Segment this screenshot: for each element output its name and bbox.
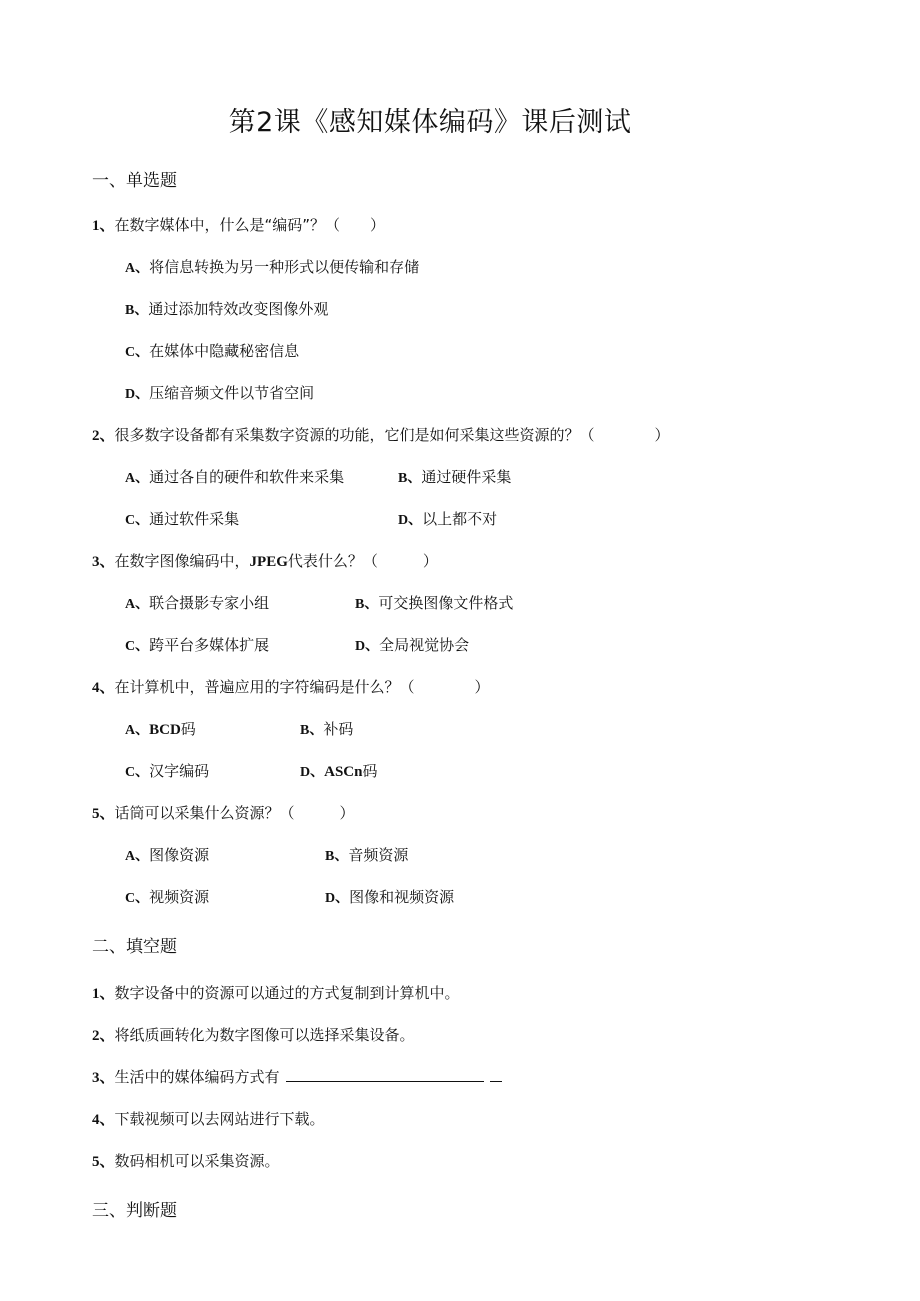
option-letter: D、 — [398, 513, 423, 528]
option-text: 图像和视频资源 — [349, 888, 455, 906]
fill-question-4 — [92, 1108, 325, 1129]
option-letter: B、 — [125, 303, 149, 318]
q2-option-b — [398, 466, 511, 487]
section-heading-fill-blank: 二、填空题 — [92, 937, 177, 957]
option-letter: D、 — [325, 891, 350, 906]
q5-option-a — [125, 844, 209, 865]
option-text: 视频资源 — [149, 888, 210, 906]
answer-blank-tail — [490, 1067, 502, 1082]
option-letter: B、 — [300, 723, 324, 738]
q4-option-b — [300, 718, 353, 739]
option-text: 补码 — [323, 720, 354, 738]
q1-option-d — [125, 382, 314, 403]
q1-option-a — [125, 256, 419, 277]
question-text: 话筒可以采集什么资源？（ ） — [114, 804, 355, 822]
question-text: 很多数字设备都有采集数字资源的功能，它们是如何采集这些资源的？（ ） — [114, 426, 670, 444]
q5-option-b — [325, 844, 408, 865]
q3-option-b — [355, 592, 513, 613]
q3-option-a — [125, 592, 269, 613]
question-text: 数字设备中的资源可以通过的方式复制到计算机中。 — [114, 984, 460, 1002]
question-text: 下载视频可以去网站进行下载。 — [114, 1110, 325, 1128]
option-letter: A、 — [125, 849, 150, 864]
option-text: 压缩音频文件以节省空间 — [149, 384, 315, 402]
option-text: 将信息转换为另一种形式以便传输和存储 — [149, 258, 420, 276]
question-number: 1、 — [92, 218, 115, 234]
question-number: 2、 — [92, 428, 115, 444]
option-text: 图像资源 — [149, 846, 210, 864]
question-number: 5、 — [92, 1154, 115, 1170]
option-text: 汉字编码 — [149, 762, 210, 780]
option-letter: A、 — [125, 471, 150, 486]
option-text: 音频资源 — [348, 846, 409, 864]
q1-option-c — [125, 340, 299, 361]
question-1 — [92, 214, 385, 235]
option-letter: B、 — [325, 849, 349, 864]
q2-option-a — [125, 466, 344, 487]
question-text: 将纸质画转化为数字图像可以选择采集设备。 — [114, 1026, 415, 1044]
option-text: 通过添加特效改变图像外观 — [148, 300, 329, 318]
question-text-latin: JPEG — [249, 554, 288, 570]
section-heading-true-false: 三、判断题 — [92, 1201, 177, 1221]
option-letter: A、 — [125, 261, 150, 276]
option-text: 通过硬件采集 — [421, 468, 512, 486]
question-number: 4、 — [92, 1112, 115, 1128]
question-number: 3、 — [92, 554, 115, 570]
option-letter: C、 — [125, 891, 150, 906]
fill-question-1 — [92, 982, 460, 1003]
option-letter: D、 — [300, 765, 325, 780]
option-text: 跨平台多媒体扩展 — [149, 636, 270, 654]
question-number: 2、 — [92, 1028, 115, 1044]
option-letter: A、 — [125, 597, 150, 612]
option-latin: ASCn — [324, 764, 363, 780]
option-text: 通过各自的硬件和软件来采集 — [149, 468, 345, 486]
question-text: 在计算机中，普遍应用的字符编码是什么？（ ） — [114, 678, 490, 696]
option-letter: D、 — [125, 387, 150, 402]
question-4 — [92, 676, 490, 697]
question-text-suffix: 代表什么？（ ） — [287, 552, 438, 570]
option-letter: C、 — [125, 345, 150, 360]
q5-option-c — [125, 886, 209, 907]
option-letter: C、 — [125, 639, 150, 654]
q3-option-c — [125, 634, 269, 655]
option-letter: C、 — [125, 513, 150, 528]
option-latin: BCD — [149, 722, 181, 738]
q2-option-c — [125, 508, 239, 529]
q5-option-d — [325, 886, 454, 907]
fill-question-3 — [92, 1066, 502, 1087]
option-text: 在媒体中隐藏秘密信息 — [149, 342, 300, 360]
question-text-prefix: 在数字图像编码中， — [114, 552, 250, 570]
question-number: 4、 — [92, 680, 115, 696]
option-letter: B、 — [355, 597, 379, 612]
question-text: 生活中的媒体编码方式有 — [114, 1068, 280, 1086]
option-text: 以上都不对 — [422, 510, 498, 528]
q4-option-c — [125, 760, 209, 781]
q1-option-b — [125, 298, 328, 319]
option-text: 码 — [180, 720, 196, 738]
option-letter: C、 — [125, 765, 150, 780]
option-text: 码 — [362, 762, 378, 780]
q2-option-d — [398, 508, 497, 529]
option-letter: A、 — [125, 723, 150, 738]
option-letter: B、 — [398, 471, 422, 486]
fill-question-5 — [92, 1150, 280, 1171]
fill-question-2 — [92, 1024, 415, 1045]
option-letter: D、 — [355, 639, 380, 654]
page-title: 第2课《感知媒体编码》课后测试 — [228, 107, 632, 138]
question-2 — [92, 424, 670, 445]
question-5 — [92, 802, 355, 823]
question-text: 在数字媒体中，什么是“编码”？（ ） — [114, 216, 386, 234]
option-text: 联合摄影专家小组 — [149, 594, 270, 612]
question-number: 1、 — [92, 986, 115, 1002]
answer-blank[interactable] — [286, 1067, 484, 1082]
question-number: 5、 — [92, 806, 115, 822]
option-text: 可交换图像文件格式 — [378, 594, 514, 612]
section-heading-single-choice: 一、单选题 — [92, 171, 177, 191]
option-text: 通过软件采集 — [149, 510, 240, 528]
q4-option-a — [125, 718, 196, 739]
q3-option-d — [355, 634, 469, 655]
question-number: 3、 — [92, 1070, 115, 1086]
question-text: 数码相机可以采集资源。 — [114, 1152, 280, 1170]
question-3 — [92, 550, 438, 571]
q4-option-d — [300, 760, 378, 781]
option-text: 全局视觉协会 — [379, 636, 470, 654]
